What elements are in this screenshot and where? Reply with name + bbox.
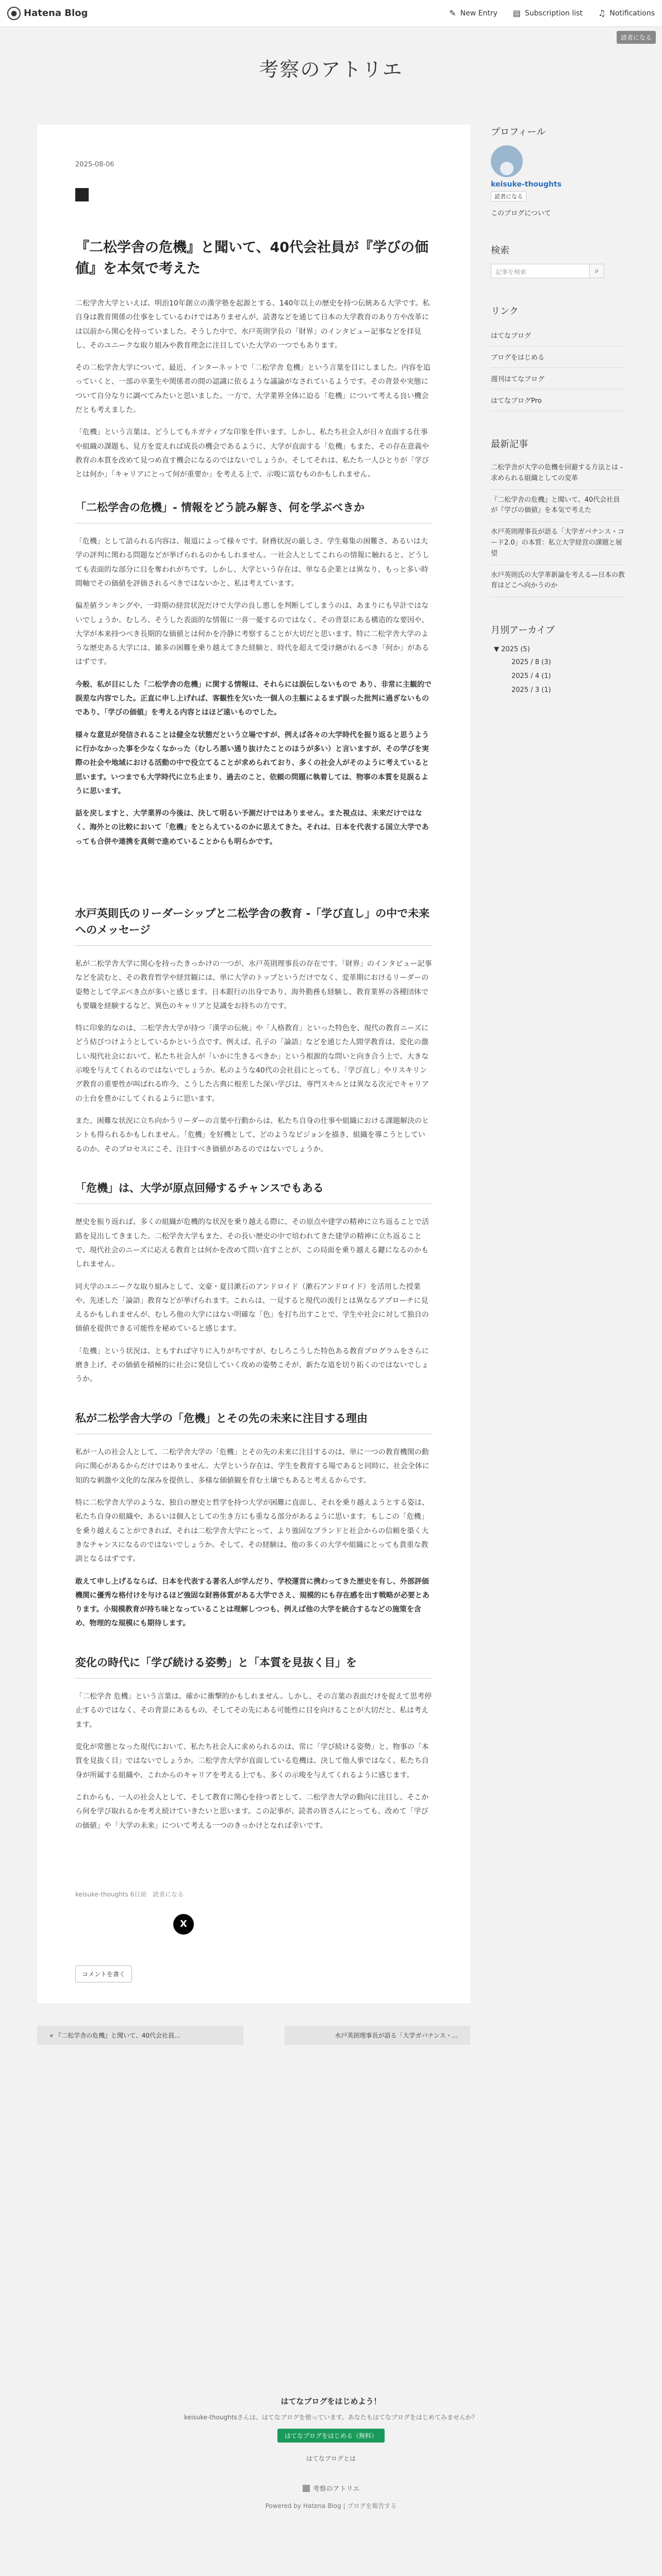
archive-month[interactable]: 2025 / 8 (3) bbox=[511, 658, 551, 667]
entry-pager bbox=[37, 2026, 470, 2045]
article-title[interactable]: 『二松学舎の危機』と聞いて、40代会社員が『学びの価値』を本気で考えた bbox=[75, 240, 429, 277]
powered-by[interactable]: Powered by Hatena Blog | ブログを報告する bbox=[265, 2502, 397, 2510]
global-header bbox=[0, 0, 662, 27]
archive-year[interactable]: ▼ 2025 (5) bbox=[494, 646, 530, 654]
paragraph: 歴史を振り返れば、多くの組織が危機的な状況を乗り越える際に、その原点や建学の精神に立ち返ることで活路を見出してきました。二松学舎大学もまた、その長い歴史の中で培われてきた建学の精神に立ち返ることで、現代社会のニーズに応える教育とは何かを改めて問い直すことが、この局面を乗り越える鍵になるのかもしれません。 bbox=[75, 1218, 429, 1269]
main-column bbox=[37, 125, 470, 2045]
sidebar-link[interactable]: 週刊はてなブログ bbox=[491, 368, 625, 389]
notifications-button[interactable] bbox=[598, 8, 655, 18]
paragraph: 同大学のユニークな取り組みとして、文豪・夏目漱石のアンドロイド（漱石アンドロイド）を活用した授業や、先述した「論語」教育などが挙げられます。これらは、一見すると現代の流行とは異なるアプローチに見えるかもしれませんが、むしろ他の大学にはない明確な「色」を打ち出すことで、学生や社会に対して独自の価値を提供できる可能性を秘めていると感じます。 bbox=[75, 1282, 429, 1333]
bold-paragraph: 敢えて申し上げるならば、日本を代表する著名人が学んだり、学校運営に携わってきた歴史を有し、外部評価機関に優秀な格付けを与けるほど強固な財務体質がある大学でさえ、規模的にも存在感を出す戦略が必要とあります。小規模教育が持ち味となっていることは理解しつつも、例えば他の大学を統合するなどの施策を含め、物理的な規模にも期待します。 bbox=[75, 1577, 429, 1628]
avatar[interactable] bbox=[491, 145, 523, 177]
bold-paragraph: 様々な意見が発信されることは健全な状態だという立場ですが、例えば各々の大学時代を振り返ると思うように行かなかった事を少なくなかった（むしろ悪い通り抜けたことのほうが多い）と言いますが、その学びを実際の社会や地域における活動の中で役立てることが求められており、多くの社会人がそのように考えていると思います。いつまでも大学時代に立ち止まり、過去のこと、依頼の問題に執着しては、物事の本質を見誤るように思います。 bbox=[75, 731, 429, 795]
subscription-label: Subscription list bbox=[525, 9, 583, 18]
profile-name[interactable]: keisuke-thoughts bbox=[491, 180, 562, 189]
category-marker bbox=[75, 188, 89, 201]
recent-entry-link[interactable]: 水戸英則氏の大学革新論を考える—日本の教育はどこへ向かうのか bbox=[491, 565, 625, 598]
paragraph: 特に二松学舎大学のような、独自の歴史と哲学を持つ大学が困難に直面し、それを乗り越えようとする姿は、私たち自身の組織や、あるいは個人としての生き方にも重なる部分があるように思います。もしこの「危機」を乗り越えることができれば、それは二松学舎大学にとって、より強固なブランドと社会からの信頼を築く大きなチャンスになるのではないでしょうか。そして、その経験は、他の多くの大学や組織にとっても貴重な教訓となるはずです。 bbox=[75, 1499, 429, 1564]
module-title: 月別アーカイブ bbox=[491, 625, 555, 636]
about-hatena-link[interactable]: はてなブログとは bbox=[306, 2455, 356, 2462]
article-footer-meta[interactable]: keisuke-thoughts 6日前 読者になる bbox=[75, 1890, 184, 1898]
module-title: 検索 bbox=[491, 245, 509, 256]
recent-entry-link[interactable]: 『二松学舎の危機』と聞いて、40代会社員が『学びの価値』を本気で考えた bbox=[491, 490, 625, 522]
pencil-icon: ✎ bbox=[449, 8, 456, 18]
archive-month[interactable]: 2025 / 3 (1) bbox=[511, 686, 551, 694]
hatena-logo[interactable] bbox=[7, 7, 88, 20]
paragraph: 二松学舎大学といえば、明治10年創立の漢学塾を起源とする、140年以上の歴史を持つ伝統ある大学です。私自身は教育関係の仕事をしているわけではありませんが、読書などを通じて日本の大学教育のあり方や改革には以前から関心を持っていました。そうした中で、水戸英則学長の「財界」のインタビュー記事などを拝見し、そのユニークな取り組みや教育理念に注目していた大学の一つでもあります。 bbox=[75, 299, 430, 350]
sidebar bbox=[491, 125, 625, 723]
paragraph: また、困難な状況に立ち向かうリーダーの言葉や行動からは、私たち自身の仕事や組織における課題解決のヒントも得られるかもしれません。「危機」を好機として、どのようなビジョンを描き、組織を導こうとしているのか。そのプロセスにこそ、注目すべき価値があるのではないでしょうか。 bbox=[75, 1116, 429, 1154]
paragraph: 私が二松学舎大学に関心を持ったきっかけの一つが、水戸英則理事長の存在です。「財界」のインタビュー記事などを読むと、その教育哲学や経営観には、単に大学のトップというだけでなく、変革期におけるリーダーの姿勢として学ぶべき点が多いと感じます。日本銀行の出身であり、海外勤務も経験し、教育業界の各種団体でも要職を経験するなど、異色のキャリアと見識をお持ちの方です。 bbox=[75, 960, 432, 1010]
paragraph: 「危機」という言葉は、どうしてもネガティブな印象を伴います。しかし、私たち社会人が日々直面する仕事や組織の課題も、見方を変えれば成長の機会であるように、大学が直面する「危機」もまた、その存在意義や教育の本質を改めて見つめ直す機会になるのではないでしょうか。そしてそれは、私たち一人ひとりが「学びとは何か」「キャリアにとって何が重要か」を考える上で、示唆に富むものかもしれません。 bbox=[75, 428, 429, 479]
hatena-logo-icon: ● bbox=[7, 7, 21, 20]
search-icon[interactable]: ⌕ bbox=[590, 264, 604, 278]
profile-module bbox=[491, 125, 625, 217]
new-entry-button[interactable] bbox=[449, 8, 498, 18]
blog-header bbox=[0, 27, 662, 125]
paragraph: 「二松学舎 危機」という言葉は、確かに衝撃的かもしれません。しかし、その言葉の表面だけを捉えて思考停止するのではなく、その背景にあるもの、そしてその先にある可能性に目を向けることが大切だと、私は考えます。 bbox=[75, 1692, 432, 1729]
paragraph: 特に印象的なのは、二松学舎大学が持つ「漢学の伝統」や「人格教育」といった特色を、現代の教育ニーズにどう結びつけようとしているかという点です。例えば、孔子の「論語」などを通じた人間学教育は、変化の激しい現代社会において、私たち社会人が「いかに生きるべきか」という根源的な問いと向き合う上で、大きな示唆を与えてくれるのではないでしょうか。私のような40代の会社員にとっても、「学び直し」やリスキリング教育の重要性が叫ばれる昨今、こうした古典に根差した深い学びは、専門スキルとは異なる次元でキャリアの土台を豊かにしてくれるように思います。 bbox=[75, 1024, 429, 1103]
prev-entry-link[interactable]: « 『二松学舎の危機』と聞いて、40代会社員... bbox=[37, 2026, 243, 2045]
section-heading: 変化の時代に「学び続ける姿勢」と「本質を見抜く目」を bbox=[75, 1655, 432, 1679]
search-input[interactable]: 記事を検索 bbox=[491, 264, 590, 278]
global-nav bbox=[449, 8, 655, 18]
notifications-label: Notifications bbox=[609, 9, 655, 18]
blog-title[interactable]: 考察のアトリエ bbox=[259, 58, 403, 81]
next-entry-link[interactable]: 水戸英則理事長が語る「大学ガバナンス・... bbox=[285, 2026, 470, 2045]
section-heading: 私が二松学舎大学の「危機」とその先の未来に注目する理由 bbox=[75, 1411, 432, 1435]
recent-entry-link[interactable]: 二松学舎が大学の危機を回避する方法とは - 求められる組織としての変革 bbox=[491, 457, 625, 490]
paragraph: 「危機」という状況は、ともすれば守りに入りがちですが、むしろこうした特色ある教育プログラムをさらに磨き上げ、その価値を積極的に社会に発信していく攻めの姿勢こそが、新たな道を切り拓くのではないでしょうか。 bbox=[75, 1347, 429, 1384]
article-date[interactable]: 2025-08-06 bbox=[75, 161, 114, 168]
section-heading: 「危機」は、大学が原点回帰するチャンスでもある bbox=[75, 1180, 432, 1205]
section-heading: 「二松学舎の危機」- 情報をどう読み解き、何を学ぶべきか bbox=[75, 500, 432, 524]
sidebar-link[interactable]: ブログをはじめる bbox=[491, 346, 625, 368]
footer-blog-name[interactable] bbox=[0, 2483, 662, 2493]
sidebar-link[interactable]: はてなブログ bbox=[491, 325, 625, 346]
section-heading: 水戸英則氏のリーダーシップと二松学舎の教育 -「学び直し」の中で未来へのメッセージ bbox=[75, 906, 432, 946]
module-title: 最新記事 bbox=[491, 439, 528, 450]
article-body bbox=[75, 297, 432, 1833]
start-blog-button[interactable]: はてなブログをはじめる（無料） bbox=[277, 2429, 385, 2443]
write-comment-button[interactable]: コメントを書く bbox=[75, 1965, 132, 1982]
paragraph: その二松学舎大学について、最近、インターネットで「二松学舎 危機」という言葉を目にしました。内容を追っていくと、一部の卒業生や関係者の間の認識に依るような議論がなされているようです。その背景や実態について自分なりに調べてみたいと思いました。一方で、大学業界全体に迫る「危機」について考える良い機会だとも考えました。 bbox=[75, 364, 431, 415]
page-footer bbox=[0, 2396, 662, 2510]
search-module bbox=[491, 243, 625, 278]
logo-text: Hatena Blog bbox=[24, 8, 88, 19]
article bbox=[37, 125, 470, 2003]
paragraph: 私が一人の社会人として、二松学舎大学の「危機」とその先の未来に注目するのは、単に一つの教育機関の動向に関心があるからだけではありません。大学という存在は、学生を教育する場であると同時に、社会全体に知的な刺激や文化的な深みを提供し、多様な価値観を育む土壌でもあると考えるからです。 bbox=[75, 1448, 429, 1485]
paragraph: これからも、一人の社会人として、そして教育に関心を持つ者として、二松学舎大学の動向に注目し、そこから何を学び取れるかを考え続けていきたいと思います。この記事が、読者の皆さんにとっても、改めて「学びの価値」や「大学の未来」について考える一つのきっかけとなれば幸いです。 bbox=[75, 1793, 429, 1830]
bold-paragraph: 話を戻しますと、大学業界の今後は、決して明るい予測だけではありません。また視点は、未来だけではなく、海外との比較において「危機」をとらえているのかに思えてきた。それは、日本を代表する国立大学であっても合併や連携を真剣で進めていることからも明らかです。 bbox=[75, 809, 429, 846]
recent-entry-link[interactable]: 水戸英則理事長が語る「大学ガバナンス・コード2.0」の本質：私立大学経営の課題と展望 bbox=[491, 522, 625, 565]
paragraph: 「危機」として語られる内容は、報道によって様々です。財務状況の厳しさ、学生募集の困難さ、あるいは大学の評判に関わる問題などが挙げられるのかもしれません。一社会人としてこれらの情報に触れると、どうしても表面的な部分に目を奪われがちです。しかし、大学という存在は、単なる企業とは異なり、もっと多い時間軸でその価値を評価されるべきではないかと、私は考えています。 bbox=[75, 537, 429, 588]
bold-paragraph: 今般、私が目にした「二松学舎の危機」に関する情報は、それらには誤伝しないもので あり、非常に主観的で誤差な内容でした。正直に申し上げれば、客観性を欠いた一個人の主観によるまず誤った批判に過ぎないものであり、「学びの価値」を考える内容とはほど遠いものでした。 bbox=[75, 680, 432, 717]
subscription-button[interactable] bbox=[513, 8, 583, 18]
archive-module bbox=[491, 623, 625, 697]
new-entry-label: New Entry bbox=[460, 9, 498, 18]
sidebar-link[interactable]: はてなブログPro bbox=[491, 389, 625, 411]
subscribe-button[interactable]: 読者になる bbox=[491, 191, 526, 201]
content-wrapper bbox=[37, 125, 625, 2045]
subscribe-top-button[interactable]: 読者になる bbox=[617, 31, 656, 44]
archive-month[interactable]: 2025 / 4 (1) bbox=[511, 672, 551, 681]
paragraph: 偏差値ランキングや、一時期の経営状況だけで大学の良し悪しを判断してしまうのは、あまりにも早計ではないでしょうか。むしろ、そうした表面的な情報に一喜一憂するのではなく、その背景にある構造的な要因や、大学が本来持つべき長期的な価値とは何かを冷静に考察することが大切だと思います。特に二松学舎大学のような歴史ある大学には、雑多の困難を乗り越えてきた経験と、時代を超えて受け継がれるべき「何か」があるはずです。 bbox=[75, 602, 429, 667]
promo-title: はてなブログをはじめよう！ bbox=[280, 2397, 382, 2406]
footer-blog-label: 考察のアトリエ bbox=[312, 2485, 360, 2493]
module-title: プロフィール bbox=[491, 127, 546, 138]
promo-text: keisuke-thoughtsさんは、はてなブログを使っています。あなたもはてなブログをはじめてみませんか？ bbox=[184, 2414, 478, 2421]
about-link[interactable]: このブログについて bbox=[491, 210, 551, 217]
x-share-icon[interactable]: X bbox=[173, 1914, 194, 1935]
book-icon: ▤ bbox=[512, 8, 521, 18]
module-title: リンク bbox=[491, 306, 519, 317]
paragraph: 変化が常態となった現代において、私たち社会人に求められるのは、常に「学び続ける姿勢」と、物事の「本質を見抜く目」ではないでしょうか。二松学舎大学が直面している危機は、決して他人事ではなく、私たち自身が所属する組織や、これからのキャリアを考える上でも、多くの示唆を与えてくれるように感じます。 bbox=[75, 1743, 429, 1780]
links-module bbox=[491, 304, 625, 411]
blog-icon bbox=[303, 2485, 310, 2492]
search-form bbox=[491, 264, 604, 278]
avatar-head-icon bbox=[500, 162, 514, 175]
bell-icon: ♫ bbox=[598, 8, 606, 18]
recent-entries-module bbox=[491, 437, 625, 597]
